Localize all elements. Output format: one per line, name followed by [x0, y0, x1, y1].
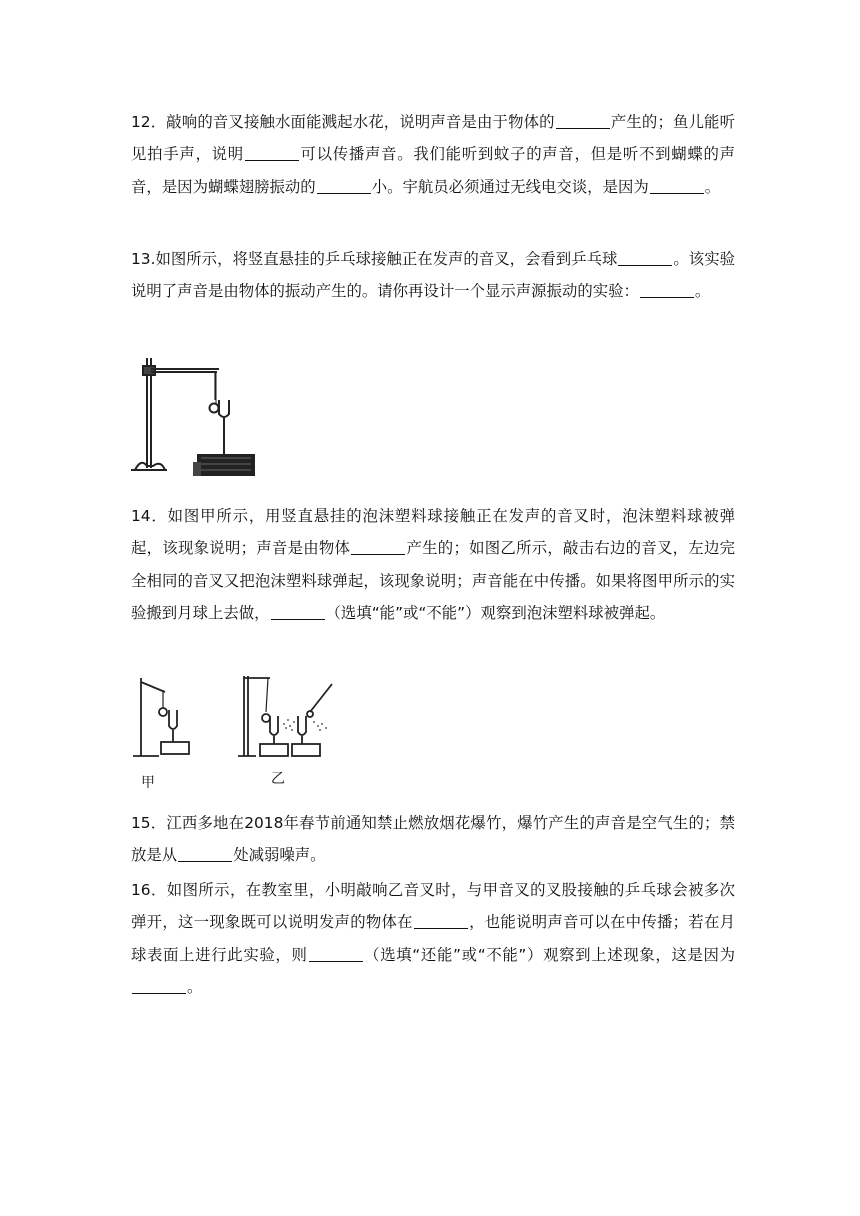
question-12-text-2: 产生的；鱼儿能听见拍手声，说明 — [131, 113, 735, 164]
answer-blank[interactable] — [178, 860, 232, 862]
question-13-text-3: 。 — [694, 282, 711, 301]
question-12-text-1: 12．敲响的音叉接触水面能溅起水花，说明声音是由于物体的 — [131, 113, 555, 131]
question-14-text-1: 14．如图甲所示，用竖直悬挂的泡沫塑料球接触正在发声的音叉时，泡沫塑料球被弹起，该现象说明；声音是由物体 — [131, 507, 735, 558]
question-12-text-3: 可以传播声音。我们能听到蚊子的声音，但是听不到蝴蝶的声音，是因为蝴蝶翅膀振动的 — [131, 145, 735, 196]
answer-blank[interactable] — [556, 127, 610, 129]
question-16-text-1: 16．如图所示，在教室里，小明敲响乙音叉时，与甲音叉的叉股接触的乒乓球会被多次弹开，这一现象既可以说明发声的物体在 — [131, 881, 735, 932]
q13-figure-tuning-fork-pendulum — [131, 352, 263, 486]
question-12-text-4: 小。宇航员必须通过无线电交谈，是因为 — [371, 177, 649, 196]
question-13-text-2: 。该实验说明了声音是由物体的振动产生的。请你再设计一个显示声源振动的实验： — [131, 250, 735, 301]
two-tuning-forks-illustration — [234, 672, 342, 762]
q14-figure-b — [234, 672, 342, 762]
answer-blank[interactable] — [351, 553, 405, 555]
answer-blank[interactable] — [245, 159, 299, 161]
question-12 — [131, 106, 735, 203]
question-15 — [131, 807, 735, 872]
question-15-text-1: 15．江西多地在2018年春节前通知禁止燃放烟花爆竹，爆竹产生的声音是空气生的；禁放是从 — [131, 814, 735, 865]
figure-label-jia: 甲 — [141, 775, 155, 791]
question-16-text-2: ，也能说明声音可以在中传播；若在月球表面上进行此实验，则 — [131, 913, 735, 964]
question-16 — [131, 874, 735, 1004]
question-14-text-2: 产生的；如图乙所示，敲击右边的音叉，左边完全相同的音叉又把泡沫塑料球弹起，该现象说明；声音能在中传播。如果将图甲所示的实验搬到月球上去做， — [131, 539, 735, 623]
answer-blank[interactable] — [309, 960, 363, 962]
answer-blank[interactable] — [317, 192, 371, 194]
question-16-text-4: 。 — [187, 978, 203, 997]
question-13 — [131, 243, 735, 308]
question-16-text-3: （选填“还能”或“不能”）观察到上述现象，这是因为 — [363, 945, 735, 964]
answer-blank[interactable] — [271, 618, 325, 620]
answer-blank[interactable] — [650, 192, 704, 194]
tuning-fork-stand-illustration — [131, 352, 263, 486]
question-14-text-3: （选填“能”或“不能”）观察到泡沫塑料球被弹起。 — [325, 604, 666, 623]
figure-label-yi: 乙 — [271, 771, 285, 787]
answer-blank[interactable] — [640, 296, 694, 298]
tuning-fork-foam-ball-illustration — [131, 672, 197, 762]
question-12-text-5: 。 — [704, 177, 721, 196]
question-14 — [131, 500, 735, 630]
question-15-text-2: 处减弱噪声。 — [233, 846, 326, 865]
q14-figure-a — [131, 672, 197, 762]
answer-blank[interactable] — [132, 992, 186, 994]
answer-blank[interactable] — [414, 927, 468, 929]
question-13-text-1: 13.如图所示，将竖直悬挂的乒乓球接触正在发声的音叉，会看到乒乓球 — [131, 250, 618, 268]
answer-blank[interactable] — [618, 264, 672, 266]
